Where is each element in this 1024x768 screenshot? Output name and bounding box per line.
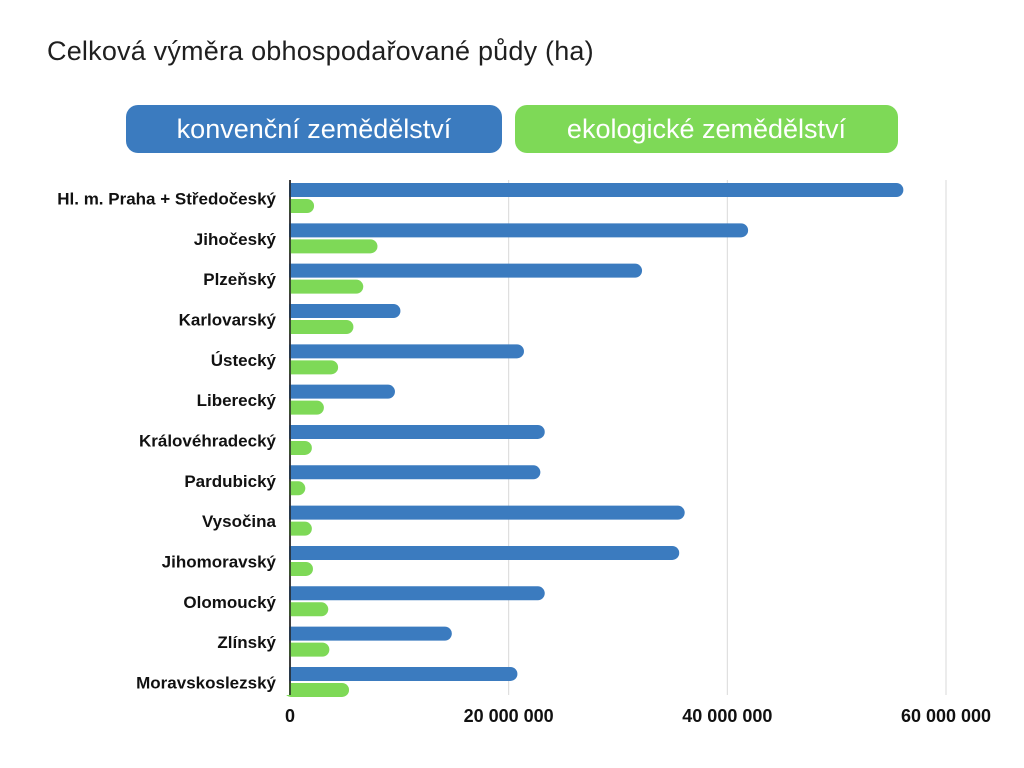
bar-conventional-1 (284, 223, 748, 237)
bar-conventional-5 (284, 385, 395, 399)
bar-ecological-2 (284, 280, 363, 294)
category-label-8: Vysočina (201, 512, 276, 532)
bar-conventional-3 (284, 304, 400, 318)
category-label-9: Jihomoravský (161, 552, 276, 572)
legend-ecological: ekologické zemědělství (515, 105, 898, 153)
bar-ecological-3 (284, 320, 353, 334)
x-tick-label-3: 60 000 000 (900, 706, 992, 726)
category-label-12: Moravskoslezský (136, 673, 276, 693)
x-tick-label-1: 20 000 000 (463, 706, 554, 726)
category-label-6: Královéhradecký (138, 431, 276, 451)
category-label-0: Hl. m. Praha + Středočeský (57, 189, 276, 209)
bar-conventional-9 (284, 546, 679, 560)
bar-conventional-6 (284, 425, 545, 439)
x-tick-label-2: 40 000 000 (682, 706, 773, 726)
bar-conventional-8 (284, 506, 685, 520)
chart-title: Celková výměra obhospodařované půdy (ha) (47, 36, 594, 66)
bar-conventional-7 (284, 465, 540, 479)
category-label-4: Ústecký (210, 350, 276, 370)
x-tick-label-0: 0 (284, 706, 296, 726)
bar-conventional-12 (284, 667, 517, 681)
category-label-11: Zlínský (217, 633, 276, 653)
bar-conventional-10 (284, 586, 545, 600)
bar-ecological-4 (284, 360, 338, 374)
category-label-3: Karlovarský (178, 310, 276, 330)
category-label-1: Jihočeský (193, 229, 276, 249)
category-label-5: Liberecký (196, 391, 276, 411)
bar-ecological-11 (284, 643, 329, 657)
category-label-7: Pardubický (184, 471, 276, 491)
bar-conventional-11 (284, 627, 452, 641)
bar-ecological-1 (284, 239, 377, 253)
bar-ecological-12 (284, 683, 349, 697)
bar-conventional-0 (284, 183, 903, 197)
axis-mask (282, 180, 289, 695)
bar-conventional-2 (284, 264, 642, 278)
category-label-2: Plzeňský (203, 270, 276, 290)
category-label-10: Olomoucký (183, 592, 276, 612)
legend-conventional: konvenční zemědělství (126, 105, 502, 153)
bar-conventional-4 (284, 344, 524, 358)
